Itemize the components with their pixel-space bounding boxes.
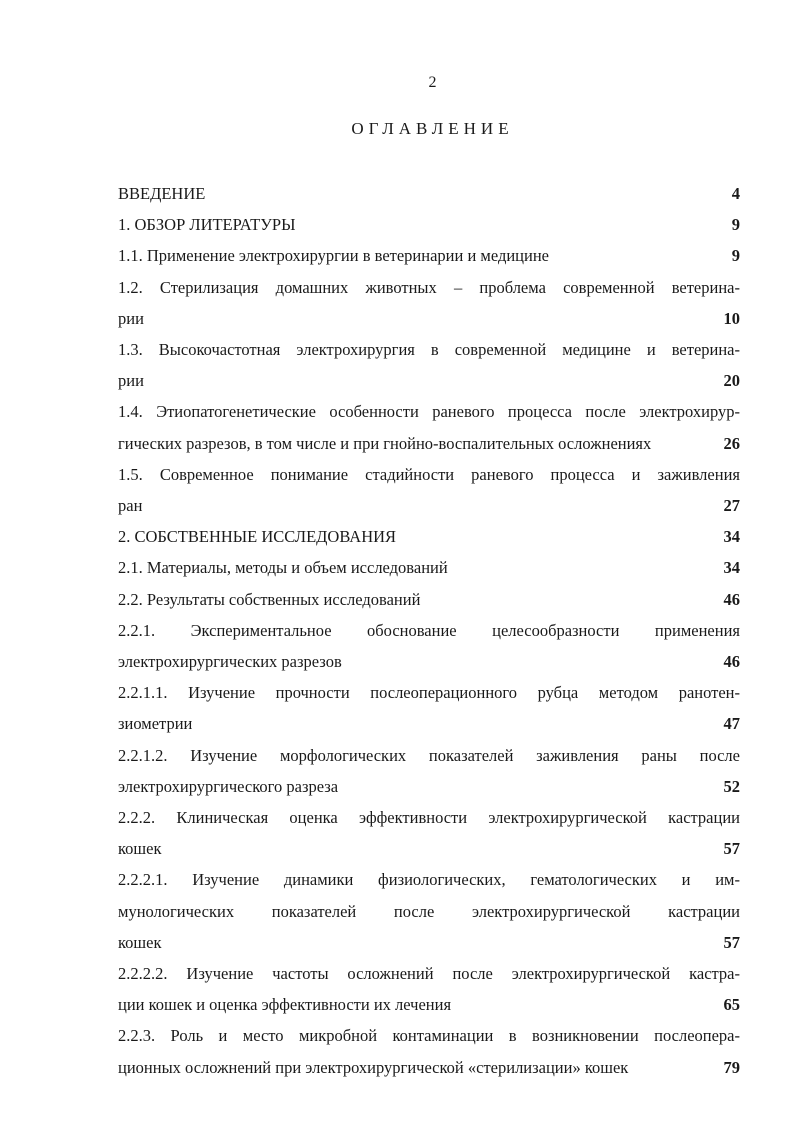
toc-entry-text: электрохирургических разрезов — [118, 652, 342, 672]
toc-entry-page-number: 57 — [723, 932, 740, 952]
toc-entry — [118, 396, 740, 458]
toc-entry — [118, 272, 740, 334]
toc-entry — [118, 240, 740, 271]
toc-entry — [118, 459, 740, 521]
toc-entry-text-line: 2.2.1.2. Изучение морфологических показателей заживления раны после — [118, 745, 740, 765]
toc-entry — [118, 677, 740, 739]
toc-entry-last-line — [118, 303, 740, 334]
toc-entry-text-line: 2.2.2.1. Изучение динамики физиологических, гематологических и им- — [118, 870, 740, 890]
toc-entry-page-number: 46 — [723, 652, 740, 672]
page-number: 2 — [428, 74, 437, 91]
toc-entry-page-number: 20 — [723, 371, 740, 391]
toc-entry-page-number: 26 — [723, 433, 740, 453]
toc-entry-last-line — [118, 365, 740, 396]
toc-entry-text: ционных осложнений при электрохирургической «стерилизации» кошек — [118, 1057, 629, 1077]
toc-entry — [118, 615, 740, 677]
toc-entry — [118, 178, 740, 209]
toc-entry-last-line — [118, 771, 740, 802]
toc-entry-last-line — [118, 428, 740, 459]
toc-entry-text-line: 1.3. Высокочастотная электрохирургия в современной медицине и ветерина- — [118, 340, 740, 360]
toc-entry-text: рии — [118, 308, 144, 328]
toc-entry — [118, 334, 740, 396]
toc-entry-text-line: 1.2. Стерилизация домашних животных – проблема современной ветерина- — [118, 277, 740, 297]
toc-entry-text: 2.2. Результаты собственных исследований — [118, 589, 421, 609]
toc-entry-page-number: 65 — [723, 995, 740, 1015]
toc-entry-page-number: 47 — [723, 714, 740, 734]
toc-entry-last-line — [118, 490, 740, 521]
toc-entry-text-line: 1.4. Этиопатогенетические особенности раневого процесса после электрохирур- — [118, 402, 740, 422]
toc-entry-text: ВВЕДЕНИЕ — [118, 184, 206, 203]
toc-entry — [118, 552, 740, 583]
table-of-contents — [118, 178, 740, 1083]
toc-entry-last-line — [118, 178, 740, 209]
toc-entry-last-line — [118, 646, 740, 677]
toc-entry-last-line — [118, 989, 740, 1020]
toc-entry-page-number: 34 — [723, 558, 740, 578]
toc-entry-text-line: 2.2.1. Экспериментальное обоснование целесообразности применения — [118, 620, 740, 640]
toc-entry — [118, 740, 740, 802]
toc-entry — [118, 209, 740, 240]
toc-entry — [118, 1020, 740, 1082]
toc-entry-page-number: 34 — [723, 527, 740, 547]
toc-entry-last-line — [118, 833, 740, 864]
toc-entry-last-line — [118, 552, 740, 583]
toc-entry-last-line — [118, 1052, 740, 1083]
toc-entry-page-number: 10 — [723, 308, 740, 328]
toc-entry-text: 2. СОБСТВЕННЫЕ ИССЛЕДОВАНИЯ — [118, 527, 397, 547]
toc-entry-text: кошек — [118, 932, 162, 952]
toc-entry-last-line — [118, 240, 740, 271]
toc-entry-page-number: 57 — [723, 839, 740, 859]
toc-entry-text-line: мунологических показателей после электрохирургической кастрации — [118, 901, 740, 921]
toc-entry — [118, 958, 740, 1020]
toc-entry-text: зиометрии — [118, 714, 193, 734]
toc-entry — [118, 802, 740, 864]
toc-entry-text: 1.1. Применение электрохирургии в ветеринарии и медицине — [118, 246, 549, 266]
toc-entry-page-number: 9 — [731, 215, 740, 235]
toc-title: ОГЛАВЛЕНИЕ — [351, 119, 514, 138]
toc-entry-last-line — [118, 521, 740, 552]
toc-entry-text: кошек — [118, 839, 162, 859]
toc-entry-text: 2.1. Материалы, методы и объем исследований — [118, 558, 448, 578]
toc-entry-page-number: 9 — [731, 246, 740, 266]
toc-entry-text-line: 1.5. Современное понимание стадийности раневого процесса и заживления — [118, 464, 740, 484]
toc-entry — [118, 864, 740, 958]
toc-entry-text: 1. ОБЗОР ЛИТЕРАТУРЫ — [118, 215, 296, 235]
toc-entry-text-line: 2.2.2. Клиническая оценка эффективности электрохирургической кастрации — [118, 808, 740, 828]
toc-entry-text: ции кошек и оценка эффективности их лечения — [118, 995, 452, 1015]
toc-entry-text: рии — [118, 371, 144, 391]
toc-entry-page-number: 79 — [723, 1057, 740, 1077]
toc-entry-last-line — [118, 927, 740, 958]
toc-entry-page-number: 27 — [723, 496, 740, 516]
toc-entry-page-number: 52 — [723, 776, 740, 796]
toc-entry-text-line: 2.2.2.2. Изучение частоты осложнений после электрохирургической кастра- — [118, 964, 740, 984]
toc-entry-text: гических разрезов, в том числе и при гнойно-воспалительных осложнениях — [118, 433, 652, 453]
toc-entry-text: ран — [118, 496, 143, 516]
toc-entry-text-line: 2.2.1.1. Изучение прочности послеоперационного рубца методом ранотен- — [118, 683, 740, 703]
toc-entry-last-line — [118, 584, 740, 615]
toc-entry — [118, 521, 740, 552]
toc-entry-last-line — [118, 708, 740, 739]
toc-entry-page-number: 46 — [723, 589, 740, 609]
toc-entry-page-number: 4 — [731, 184, 740, 203]
toc-entry-last-line — [118, 209, 740, 240]
toc-entry-text: электрохирургического разреза — [118, 776, 339, 796]
toc-entry — [118, 584, 740, 615]
toc-entry-text-line: 2.2.3. Роль и место микробной контаминации в возникновении послеопера- — [118, 1026, 740, 1046]
